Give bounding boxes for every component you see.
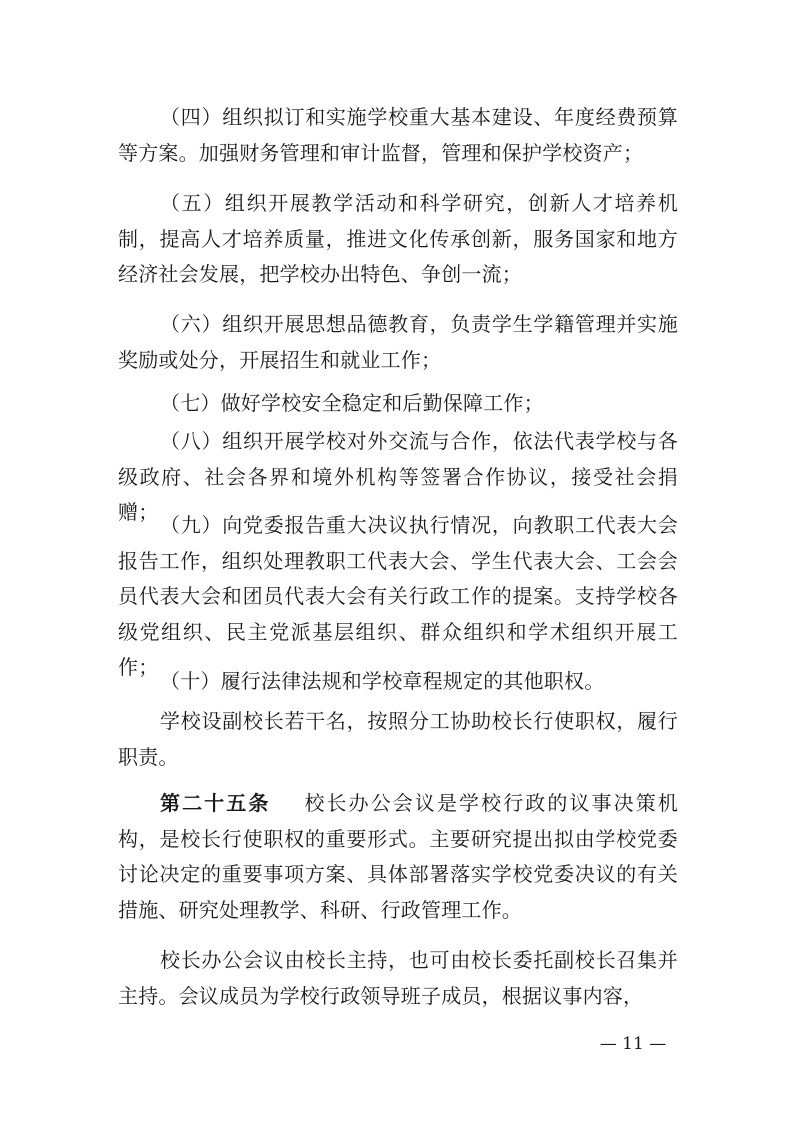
paragraph-vice-president: 学校设副校长若干名，按照分工协助校长行使职权，履行职责。 <box>118 709 678 769</box>
paragraph-meeting-chair: 校长办公会议由校长主持，也可由校长委托副校长召集并主持。会议成员为学校行政领导班子成员，根据议事内容， <box>118 948 678 1008</box>
article-heading: 第二十五条 <box>160 791 271 815</box>
paragraph-item-4: （四）组织拟订和实施学校重大基本建设、年度经费预算等方案。加强财务管理和审计监督，管理和保护学校资产； <box>118 105 678 165</box>
page-number: — 11 — <box>599 1034 667 1054</box>
paragraph-item-10: （十）履行法律法规和学校章程规定的其他职权。 <box>160 669 605 693</box>
article-25-text: 校长办公会议是学校行政的议事决策机构，是校长行使职权的重要形式。主要研究提出拟由学校党委讨论决定的重要事项方案、具体部署落实学校党委决议的有关措施、研究处理教学、科研、行政管理工作。 <box>118 791 679 922</box>
paragraph-item-9: （九）向党委报告重大决议执行情况，向教职工代表大会报告工作，组织处理教职工代表大会、学生代表大会、工会会员代表大会和团员代表大会有关行政工作的提案。支持学校各级党组织、民主党派基层组织、群众组织和学术组织开展工作； <box>118 513 678 680</box>
paragraph-item-7: （七）做好学校安全稳定和后勤保障工作； <box>160 391 544 415</box>
paragraph-item-5: （五）组织开展教学活动和科学研究，创新人才培养机制，提高人才培养质量，推进文化传承创新，服务国家和地方经济社会发展，把学校办出特色、争创一流； <box>118 191 678 287</box>
paragraph-item-8: （八）组织开展学校对外交流与合作，依法代表学校与各级政府、社会各界和境外机构等签署合作协议，接受社会捐赠； <box>118 429 678 525</box>
paragraph-item-6: （六）组织开展思想品德教育，负责学生学籍管理并实施奖励或处分，开展招生和就业工作； <box>118 312 678 372</box>
article-25-paragraph <box>118 786 678 928</box>
